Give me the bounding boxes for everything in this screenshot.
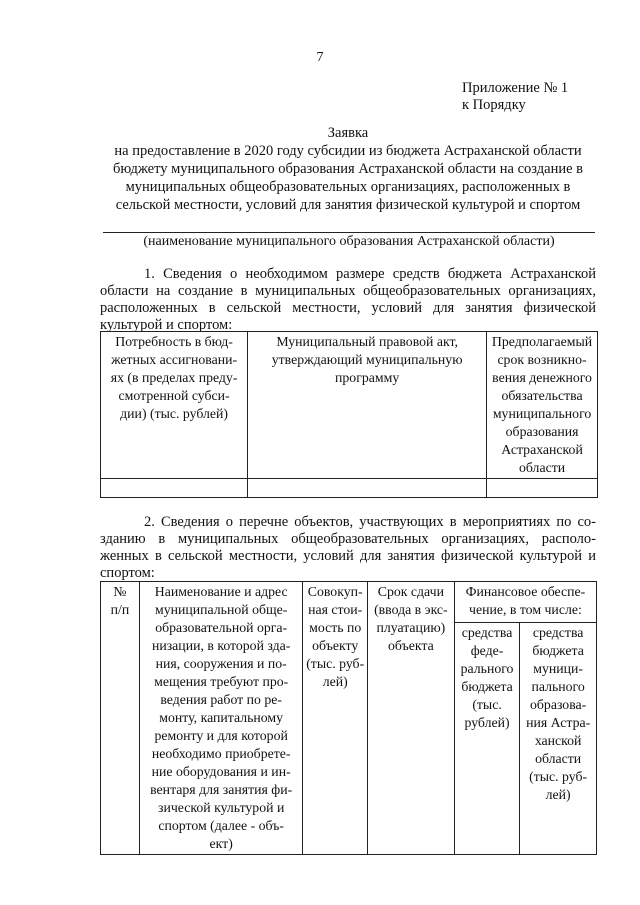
objects-table — [100, 581, 597, 855]
paragraph-line: расположенных в сельской местности, условий для занятия физической — [100, 300, 596, 316]
header-cell-financing: Финансовое обеспе- чение, в том числе: — [454, 582, 596, 623]
page-number: 7 — [316, 50, 324, 65]
municipality-caption: (наименование муниципального образования Астраханской области) — [143, 234, 555, 249]
header-cell-obligation-date: Предполагаемый срок возникно- вения денежного обязательства муниципального образования Астраханской области — [487, 332, 598, 479]
table-header-row — [101, 332, 598, 479]
table-header-row — [101, 582, 597, 623]
header-cell-legal-act: Муниципальный правовой акт, утверждающий муниципальную программу — [248, 332, 487, 479]
header-cell-total-cost: Совокуп- ная стои- мость по объекту (тыс. руб- лей) — [303, 582, 367, 855]
appendix-line-1: Приложение № 1 — [462, 80, 569, 96]
title-line: сельской местности, условий для занятия физической культурой и спортом — [115, 197, 581, 213]
paragraph-line: спортом: — [100, 565, 155, 581]
table-row — [101, 479, 598, 498]
section-1-text — [100, 266, 596, 334]
table-cell[interactable] — [101, 479, 248, 498]
title-line: бюджету муниципального образования Астраханской области на создание в — [112, 161, 584, 177]
header-cell-object-name: Наименование и адрес муниципальной обще- образовательной орга- низации, в которой зда- ния, сооружения и по- мещения требуют про- ведения работ по ре- монту, капитальному ремонту и для которой необходимо приобрете- ние оборудования и ин- вентаря для занятия фи- зической культурой и спортом (далее - объ- ект) — [139, 582, 303, 855]
appendix-label — [462, 80, 568, 114]
paragraph-line: 1. Сведения о необходимом размере средств бюджета Астраханской — [144, 266, 596, 282]
table-cell[interactable] — [248, 479, 487, 498]
paragraph-line: женных в сельской местности, условий для занятия физической культурой и — [100, 548, 596, 564]
section-2-text — [100, 514, 596, 582]
appendix-line-2: к Порядку — [462, 97, 526, 113]
document-title — [100, 124, 596, 214]
header-cell-need: Потребность в бюд- жетных ассигновани- ях (в пределах преду- смотренной субси- дии) (тыс. рублей) — [101, 332, 248, 479]
paragraph-line: 2. Сведения о перечне объектов, участвующих в мероприятиях по со- — [144, 514, 596, 530]
municipality-fill-line — [103, 232, 595, 233]
paragraph-line: культурой и спортом: — [100, 317, 233, 333]
budget-table — [100, 331, 598, 498]
table-cell[interactable] — [487, 479, 598, 498]
header-cell-municipal-funds: средства бюджета муници- пального образова- ния Астра- ханской области (тыс. руб- лей) — [520, 622, 597, 854]
title-line: муниципальных общеобразовательных организациях, расположенных в — [125, 179, 571, 195]
title-line: на предоставление в 2020 году субсидии из бюджета Астраханской области — [114, 143, 582, 159]
title-heading: Заявка — [327, 125, 369, 141]
header-cell-number: № п/п — [101, 582, 140, 855]
paragraph-line: зданию в муниципальных общеобразовательных организациях, располо- — [100, 531, 596, 547]
header-cell-deadline: Срок сдачи (ввода в экс- плуатацию) объекта — [367, 582, 454, 855]
paragraph-line: области на создание в муниципальных общеобразовательных организациях, — [100, 283, 596, 299]
header-cell-federal-funds: средства феде- рального бюджета (тыс. рублей) — [454, 622, 519, 854]
